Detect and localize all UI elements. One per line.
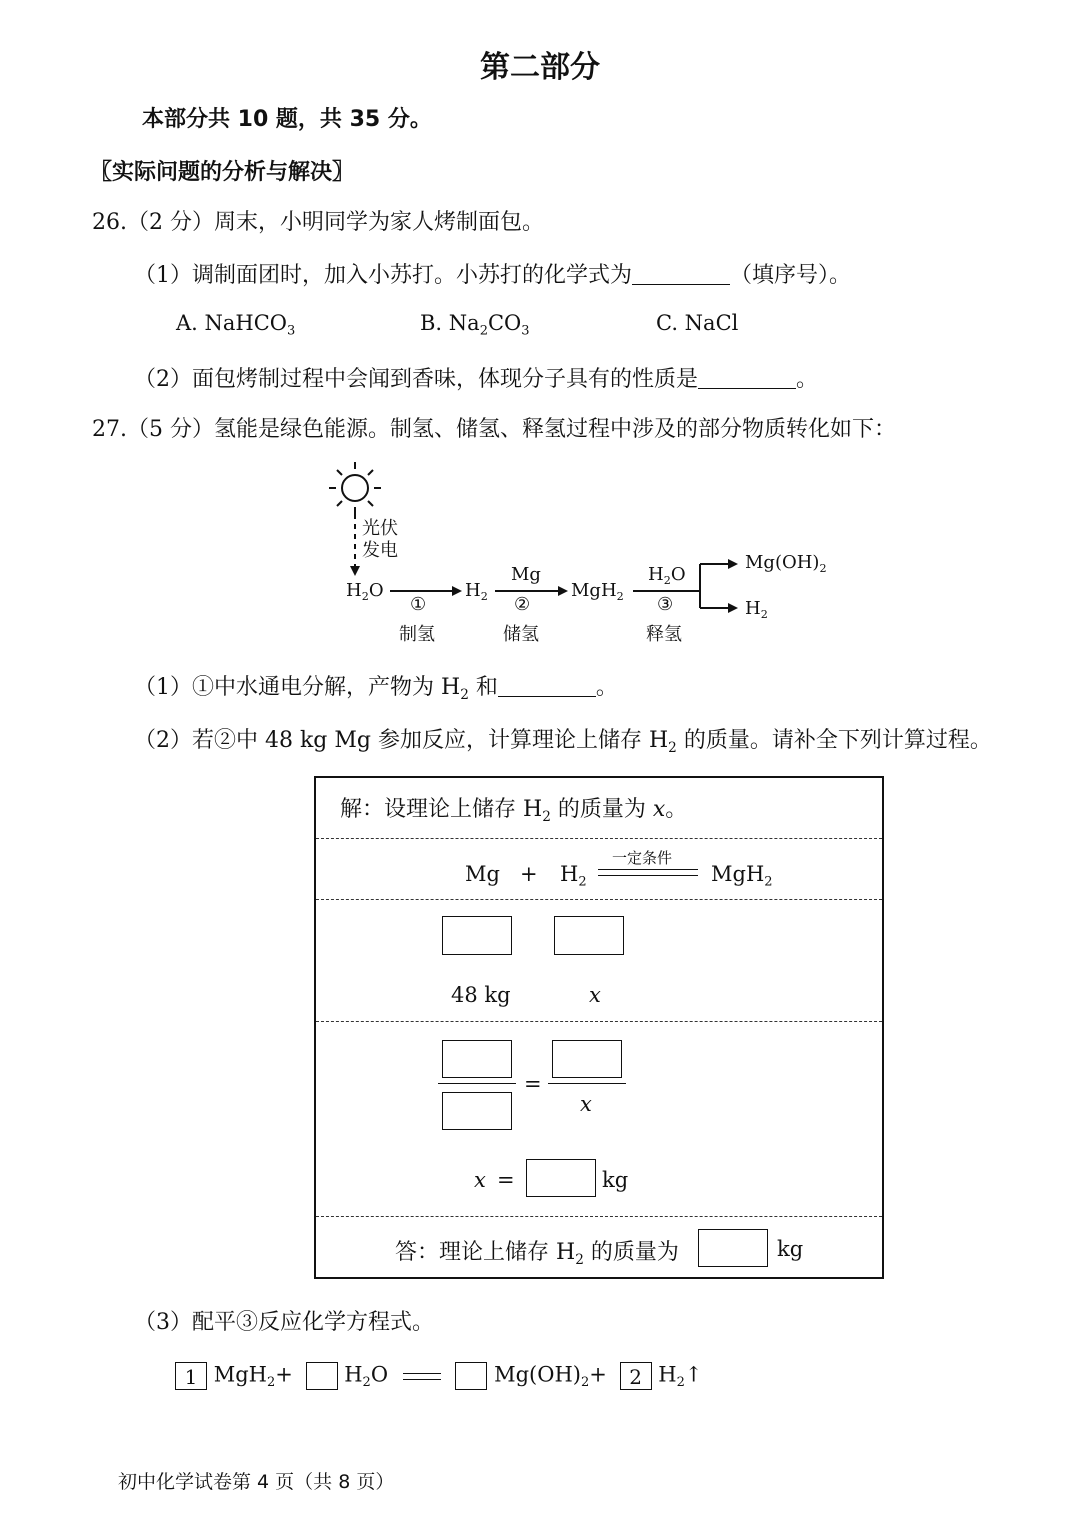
calc-divider-3 — [316, 1021, 882, 1022]
mg-molar-mass-box[interactable] — [442, 916, 512, 955]
arrow-h2-head-icon — [728, 603, 738, 613]
q27-sub2: （2）若②中 48 kg Mg 参加反应，计算理论上储存 $H_2$ 的质量。请补全下列计算过程。 — [134, 728, 992, 756]
mass-mg: 48 kg — [451, 983, 511, 1007]
q27-sub3: （3）配平③反应化学方程式。 — [134, 1310, 434, 1335]
ratio-x: x — [580, 1092, 592, 1116]
page-footer: 初中化学试卷第 4 页（共 8 页） — [118, 1471, 395, 1493]
q26-sub2: （2）面包烤制过程中会闻到香味，体现分子具有的性质是 。 — [134, 367, 819, 392]
mass-x: x — [589, 983, 601, 1007]
calculation-box — [314, 776, 884, 1279]
diagram-h2: $H_2$ — [465, 580, 488, 603]
diagram-mgoh2: $Mg(OH)_2$ — [745, 552, 827, 575]
q27-sub1-blank[interactable] — [498, 673, 596, 697]
result-equals: = — [497, 1168, 515, 1192]
balanced-equation: 1 $MgH_2+ H_2O$ $Mg(OH)_2+ 2$ $H_2↑$ — [175, 1362, 702, 1390]
step3-name: 释氢 — [646, 624, 682, 645]
diagram-h2-out: $H_2$ — [745, 598, 768, 621]
coefficient-h2o-box[interactable] — [306, 1362, 338, 1390]
balanced-equals-sign — [403, 1373, 441, 1380]
section-heading: 〖实际问题的分析与解决〗 — [90, 160, 355, 185]
eq-mgh2: MgH$_2$ — [711, 862, 773, 890]
calc-divider-2 — [316, 899, 882, 900]
fraction-bar-left — [438, 1083, 516, 1084]
pv-label-line2: 发电 — [362, 540, 398, 561]
diagram-h2o-reagent: $H_2O$ — [648, 564, 686, 587]
h2-molar-mass-box[interactable] — [554, 916, 624, 955]
calc-divider-4 — [316, 1216, 882, 1217]
result-x: x — [474, 1168, 486, 1192]
q26-option-c: C. NaCl — [656, 311, 739, 335]
arrow-step1-head-icon — [452, 586, 462, 596]
q26-stem: 26.（2 分）周末，小明同学为家人烤制面包。 — [92, 210, 544, 235]
coefficient-mgoh2-box[interactable] — [455, 1362, 487, 1390]
diagram-mg: Mg — [511, 564, 541, 585]
q26-option-a: A. NaHCO$_3$ — [176, 311, 296, 339]
pv-arrowhead-icon — [350, 566, 360, 576]
q26-sub1: （1）调制面团时，加入小苏打。小苏打的化学式为 （填序号）。 — [134, 263, 852, 288]
diagram-mgh2: MgH$_2$ — [571, 580, 624, 603]
coefficient-h2-box[interactable]: 2 — [620, 1362, 652, 1390]
eq-mg: Mg — [465, 862, 500, 886]
calc-divider-1 — [316, 838, 882, 839]
eq-h2: $H_2$ — [560, 862, 587, 890]
step1-number: ① — [410, 594, 427, 615]
step1-name: 制氢 — [399, 624, 435, 645]
answer-unit: kg — [777, 1237, 804, 1261]
result-value-box[interactable] — [526, 1159, 596, 1197]
q27-stem: 27.（5 分）氢能是绿色能源。制氢、储氢、释氢过程中涉及的部分物质转化如下： — [92, 417, 896, 442]
pv-label-line1: 光伏 — [362, 518, 398, 539]
fraction-bar-right — [548, 1083, 626, 1084]
ratio-numerator-left-box[interactable] — [442, 1040, 512, 1078]
sun-icon — [329, 462, 381, 514]
q27-sub1: （1）①中水通电分解，产物为 $H_2$ 和 。 — [134, 675, 618, 703]
coefficient-mgh2-box[interactable]: 1 — [175, 1362, 207, 1390]
q26-option-b: B. $Na_2CO_3$ — [420, 311, 530, 339]
gas-arrow-icon: ↑ — [684, 1362, 703, 1387]
step2-number: ② — [514, 594, 531, 615]
ratio-equals: = — [524, 1072, 542, 1096]
part-title: 第二部分 — [480, 50, 600, 85]
calc-assumption: 解：设理论上储存 $H_2$ 的质量为 x。 — [340, 797, 688, 825]
result-unit: kg — [602, 1168, 629, 1192]
diagram-h2o: $H_2O$ — [346, 580, 384, 603]
ratio-numerator-right-box[interactable] — [552, 1040, 622, 1078]
q26-sub2-blank[interactable] — [698, 365, 796, 389]
part-intro: 本部分共 10 题，共 35 分。 — [142, 107, 432, 132]
q26-sub1-blank[interactable] — [632, 261, 730, 285]
calc-answer: 答：理论上储存 $H_2$ 的质量为 — [395, 1240, 679, 1268]
eq-plus: + — [520, 862, 538, 886]
eq-condition: 一定条件 — [612, 849, 673, 867]
step3-number: ③ — [657, 594, 674, 615]
arrow-step2-head-icon — [558, 586, 568, 596]
step2-name: 储氢 — [503, 624, 539, 645]
arrow-mgoh2-head-icon — [728, 559, 738, 569]
ratio-denominator-left-box[interactable] — [442, 1092, 512, 1130]
eq-double-line — [598, 869, 698, 876]
answer-value-box[interactable] — [698, 1229, 768, 1267]
